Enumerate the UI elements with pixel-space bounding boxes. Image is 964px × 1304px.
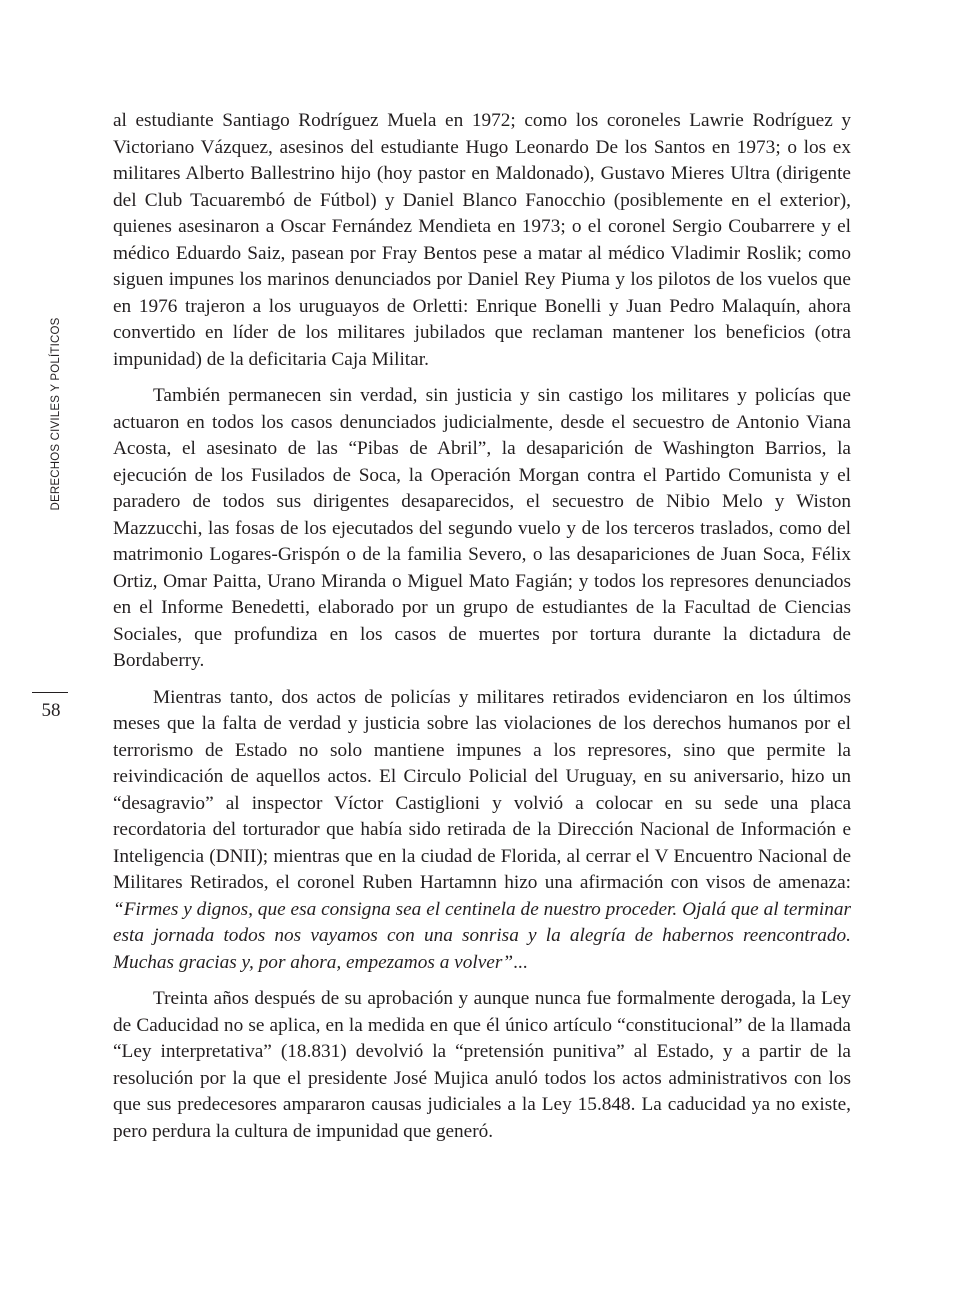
paragraph-3-text: Mientras tanto, dos actos de policías y militares retirados evidenciaron en los últimos meses que la falta de verdad y justicia sobre las violaciones de los derechos humanos por el terrorismo de Estado no solo mantiene impunes a los represores, sino que permite la reivindicación de aquellos actos. El Circulo Policial del Uruguay, en su aniversario, hizo un “desagravio” al inspector Víctor Castiglioni y volvió a colocar en su sede una placa recordatoria del torturador que había sido retirada de la Dirección Nacional de Información e Inteligencia (DNII); mientras que en la ciudad de Florida, al cerrar el V Encuentro Nacional de Militares Retirados, el coronel Ruben Hartamnn hizo una afirmación con visos de amenaza: [113,686,851,893]
paragraph-3-tail: ... [513,951,528,973]
body-text [113,108,851,1155]
page-number: 58 [41,700,61,721]
paragraph-3 [113,685,851,977]
paragraph-4: Treinta años después de su aprobación y aunque nunca fue formalmente derogada, la Ley de Caducidad no se aplica, en la medida en que él único artículo “constitucional” de la llamada “Ley interpretativa” (18.831) devolvió la “pretensión punitiva” al Estado, y a partir de la resolución por la que el presidente José Mujica anuló todos los actos administrativos con los que sus predecesores ampararon causas judiciales a la Ley 15.848. La caducidad ya no existe, pero perdura la cultura de impunidad que generó. [113,988,851,1142]
page-number-rule [32,692,68,693]
paragraph-2: También permanecen sin verdad, sin justicia y sin castigo los militares y policías que actuaron en todos los casos denunciados judicialmente, desde el secuestro de Antonio Viana Acosta, el asesinato de las “Pibas de Abril”, la desaparición de Washington Barrios, la ejecución de los Fusilados de Soca, la Operación Morgan contra el Partido Comunista y el paradero de todos sus dirigentes desaparecidos, el secuestro de Nibio Melo y Wiston Mazzucchi, las fosas de los ejecutados del segundo vuelo y de los terceros traslados, como del matrimonio Logares-Grispón o de la familia Severo, o las desapariciones de Juan Soca, Félix Ortiz, Omar Paitta, Urano Miranda o Miguel Mato Fagián; y todos los represores denunciados en el Informe Benedetti, elaborado por un grupo de estudiantes de la Facultad de Ciencias Sociales, que profundiza en los casos de muertes por tortura durante la dictadura de Bordaberry. [113,385,851,671]
paragraph-3-quote: “Firmes y dignos, que esa consigna sea el centinela de nuestro proceder. Ojalá que al terminar esta jornada todos nos vayamos con una sonrisa y la alegría de habernos reencontrado. Muchas gracias y, por ahora, empezamos a volver” [113,898,851,973]
running-head: DERECHOS CIVILES Y POLÍTICOS [50,317,62,511]
paragraph-1: al estudiante Santiago Rodríguez Muela en 1972; como los coroneles Lawrie Rodríguez y Victoriano Vázquez, asesinos del estudiante Hugo Leonardo De los Santos en 1973; o los ex militares Alberto Ballestrino hijo (hoy pastor en Maldonado), Gustavo Mieres Ultra (dirigente del Club Tacuarembó de Fútbol) y Daniel Blanco Fanocchio (posiblemente en el exterior), quienes asesinaron a Oscar Fernández Mendieta en 1973; o el coronel Sergio Coubarrere y el médico Eduardo Saiz, pasean por Fray Bentos pese a matar al médico Vladimir Roslik; como siguen impunes los marinos denunciados por Daniel Rey Piuma y los pilotos de los vuelos que en 1976 trajeron a los uruguayos de Orletti: Enrique Bonelli y Juan Pedro Malaquín, ahora convertido en líder de los militares jubilados que reclaman mantener los beneficios (otra impunidad) de la deficitaria Caja Militar. [113,110,851,370]
